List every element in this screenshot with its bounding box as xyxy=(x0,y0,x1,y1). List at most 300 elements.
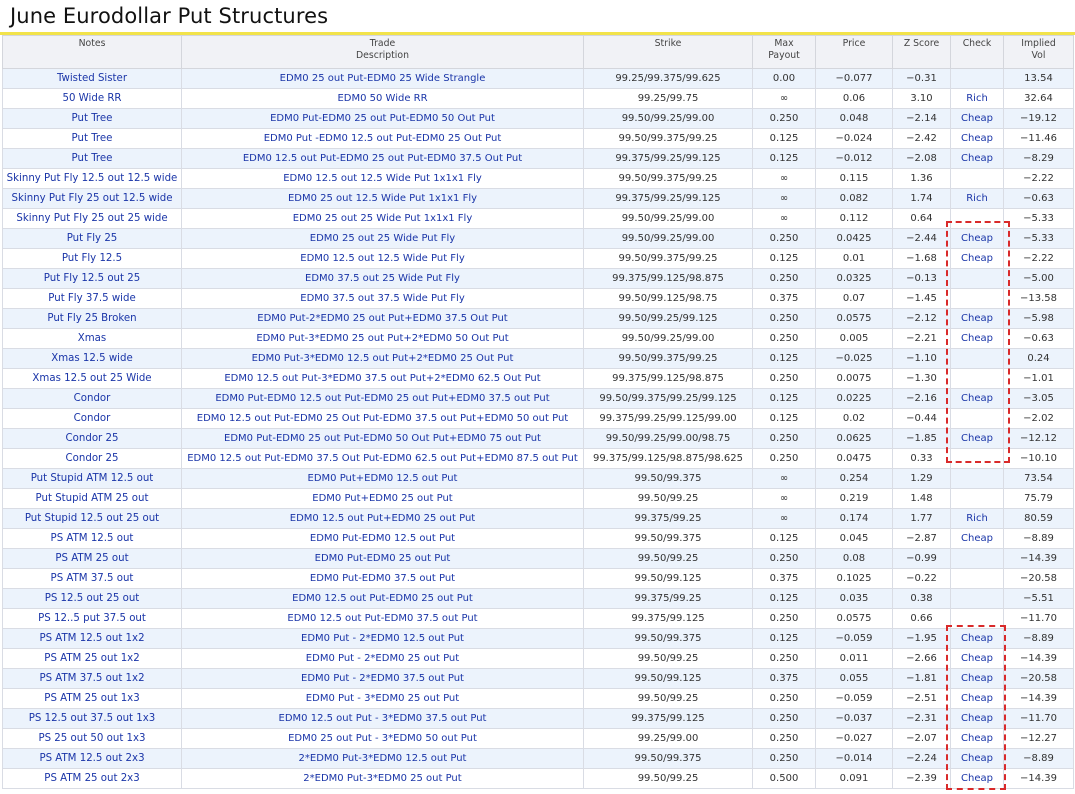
cell-implied-vol: −2.22 xyxy=(1004,249,1074,269)
cell-implied-vol: −14.39 xyxy=(1004,549,1074,569)
cell-price: 0.0425 xyxy=(816,229,893,249)
cell-strike: 99.50/99.25/99.125 xyxy=(584,309,753,329)
cell-z-score: −2.66 xyxy=(893,649,951,669)
cell-check xyxy=(951,469,1004,489)
cell-description: EDM0 Put-3*EDM0 25 out Put+2*EDM0 50 Out Put xyxy=(182,329,584,349)
table-row[interactable] xyxy=(3,649,1074,669)
table-row[interactable] xyxy=(3,749,1074,769)
cell-implied-vol: −13.58 xyxy=(1004,289,1074,309)
cell-description: EDM0 Put -EDM0 12.5 out Put-EDM0 25 Out Put xyxy=(182,129,584,149)
cell-implied-vol: −8.29 xyxy=(1004,149,1074,169)
cell-strike: 99.50/99.375/99.25 xyxy=(584,249,753,269)
cell-z-score: −2.21 xyxy=(893,329,951,349)
cell-notes: PS ATM 25 out xyxy=(3,549,182,569)
cell-z-score: −0.22 xyxy=(893,569,951,589)
cell-max-payout: 0.250 xyxy=(753,729,816,749)
cell-notes: Skinny Put Fly 12.5 out 12.5 wide xyxy=(3,169,182,189)
cell-price: −0.012 xyxy=(816,149,893,169)
cell-notes: Put Fly 25 xyxy=(3,229,182,249)
table-row[interactable] xyxy=(3,129,1074,149)
cell-implied-vol: −5.33 xyxy=(1004,229,1074,249)
cell-z-score: −2.24 xyxy=(893,749,951,769)
cell-description: 2*EDM0 Put-3*EDM0 25 out Put xyxy=(182,769,584,789)
cell-z-score: −2.12 xyxy=(893,309,951,329)
table-row[interactable] xyxy=(3,629,1074,649)
cell-description: EDM0 50 Wide RR xyxy=(182,89,584,109)
cell-notes: Skinny Put Fly 25 out 12.5 wide xyxy=(3,189,182,209)
cell-check: Cheap xyxy=(951,689,1004,709)
table-row[interactable] xyxy=(3,709,1074,729)
cell-z-score: 1.48 xyxy=(893,489,951,509)
cell-check xyxy=(951,489,1004,509)
cell-notes: Twisted Sister xyxy=(3,69,182,89)
cell-check: Cheap xyxy=(951,389,1004,409)
cell-strike: 99.50/99.25 xyxy=(584,489,753,509)
header-strike[interactable]: Strike xyxy=(584,36,753,69)
cell-description: EDM0 Put-3*EDM0 12.5 out Put+2*EDM0 25 Out Put xyxy=(182,349,584,369)
cell-max-payout: 0.250 xyxy=(753,449,816,469)
cell-strike: 99.50/99.375/99.25 xyxy=(584,349,753,369)
cell-notes: Condor xyxy=(3,389,182,409)
header-max-payout[interactable]: Max Payout xyxy=(753,36,816,69)
cell-description: EDM0 Put-EDM0 12.5 out Put-EDM0 25 out Put+EDM0 37.5 out Put xyxy=(182,389,584,409)
cell-price: 0.0075 xyxy=(816,369,893,389)
cell-implied-vol: 73.54 xyxy=(1004,469,1074,489)
cell-z-score: 0.64 xyxy=(893,209,951,229)
cell-max-payout: 0.250 xyxy=(753,109,816,129)
cell-notes: PS 12..5 put 37.5 out xyxy=(3,609,182,629)
cell-description: EDM0 12.5 out Put-EDM0 25 out Put-EDM0 37.5 Out Put xyxy=(182,149,584,169)
cell-strike: 99.50/99.375/99.25/99.125 xyxy=(584,389,753,409)
cell-z-score: −1.95 xyxy=(893,629,951,649)
table-row[interactable] xyxy=(3,549,1074,569)
cell-z-score: −2.31 xyxy=(893,709,951,729)
cell-notes: 50 Wide RR xyxy=(3,89,182,109)
cell-max-payout: 0.250 xyxy=(753,549,816,569)
cell-notes: Xmas 12.5 wide xyxy=(3,349,182,369)
cell-z-score: −2.16 xyxy=(893,389,951,409)
cell-strike: 99.50/99.25/99.00 xyxy=(584,229,753,249)
table-row[interactable] xyxy=(3,309,1074,329)
cell-notes: Put Stupid ATM 12.5 out xyxy=(3,469,182,489)
cell-strike: 99.50/99.25 xyxy=(584,549,753,569)
cell-z-score: 1.74 xyxy=(893,189,951,209)
cell-price: 0.0475 xyxy=(816,449,893,469)
cell-max-payout: ∞ xyxy=(753,189,816,209)
cell-strike: 99.50/99.375 xyxy=(584,629,753,649)
cell-price: 0.005 xyxy=(816,329,893,349)
cell-max-payout: 0.125 xyxy=(753,589,816,609)
cell-strike: 99.25/99.375/99.625 xyxy=(584,69,753,89)
cell-notes: Condor xyxy=(3,409,182,429)
cell-price: 0.174 xyxy=(816,509,893,529)
cell-check: Cheap xyxy=(951,129,1004,149)
cell-notes: PS 25 out 50 out 1x3 xyxy=(3,729,182,749)
cell-notes: Put Tree xyxy=(3,129,182,149)
cell-strike: 99.50/99.25/99.00 xyxy=(584,109,753,129)
cell-implied-vol: −5.51 xyxy=(1004,589,1074,609)
cell-description: EDM0 Put - 2*EDM0 37.5 out Put xyxy=(182,669,584,689)
table-row[interactable] xyxy=(3,169,1074,189)
cell-max-payout: 0.375 xyxy=(753,669,816,689)
cell-implied-vol: 75.79 xyxy=(1004,489,1074,509)
cell-price: 0.011 xyxy=(816,649,893,669)
cell-check: Cheap xyxy=(951,229,1004,249)
cell-price: 0.035 xyxy=(816,589,893,609)
cell-strike: 99.50/99.25/99.00 xyxy=(584,329,753,349)
cell-strike: 99.375/99.125/98.875/98.625 xyxy=(584,449,753,469)
cell-strike: 99.375/99.25/99.125 xyxy=(584,149,753,169)
table-row[interactable] xyxy=(3,569,1074,589)
cell-z-score: −1.45 xyxy=(893,289,951,309)
header-price[interactable]: Price xyxy=(816,36,893,69)
table-row[interactable] xyxy=(3,189,1074,209)
cell-notes: PS ATM 37.5 out xyxy=(3,569,182,589)
table-row[interactable] xyxy=(3,609,1074,629)
cell-max-payout: 0.125 xyxy=(753,149,816,169)
cell-max-payout: 0.375 xyxy=(753,289,816,309)
cell-notes: Xmas xyxy=(3,329,182,349)
header-notes[interactable]: Notes xyxy=(3,36,182,69)
table-row[interactable] xyxy=(3,529,1074,549)
cell-check: Cheap xyxy=(951,629,1004,649)
cell-strike: 99.50/99.375 xyxy=(584,529,753,549)
cell-notes: Condor 25 xyxy=(3,429,182,449)
page-title: June Eurodollar Put Structures xyxy=(10,4,329,28)
cell-price: 0.055 xyxy=(816,669,893,689)
cell-check: Cheap xyxy=(951,149,1004,169)
cell-price: 0.0325 xyxy=(816,269,893,289)
cell-price: 0.254 xyxy=(816,469,893,489)
cell-implied-vol: −5.00 xyxy=(1004,269,1074,289)
cell-implied-vol: −10.10 xyxy=(1004,449,1074,469)
cell-implied-vol: −14.39 xyxy=(1004,769,1074,789)
cell-description: EDM0 37.5 out 25 Wide Put Fly xyxy=(182,269,584,289)
cell-max-payout: 0.125 xyxy=(753,409,816,429)
cell-z-score: −1.81 xyxy=(893,669,951,689)
cell-notes: Put Fly 25 Broken xyxy=(3,309,182,329)
cell-strike: 99.375/99.125 xyxy=(584,609,753,629)
cell-z-score: −2.42 xyxy=(893,129,951,149)
table-row[interactable] xyxy=(3,249,1074,269)
cell-z-score: −2.39 xyxy=(893,769,951,789)
header-implied-vol[interactable]: Implied Vol xyxy=(1004,36,1074,69)
cell-check xyxy=(951,409,1004,429)
cell-notes: PS ATM 25 out 1x3 xyxy=(3,689,182,709)
cell-description: EDM0 25 out 25 Wide Put 1x1x1 Fly xyxy=(182,209,584,229)
cell-implied-vol: −8.89 xyxy=(1004,749,1074,769)
table-row[interactable] xyxy=(3,229,1074,249)
cell-price: 0.02 xyxy=(816,409,893,429)
cell-description: EDM0 12.5 out 12.5 Wide Put 1x1x1 Fly xyxy=(182,169,584,189)
cell-z-score: −2.51 xyxy=(893,689,951,709)
cell-check: Cheap xyxy=(951,109,1004,129)
cell-check xyxy=(951,349,1004,369)
cell-implied-vol: 0.24 xyxy=(1004,349,1074,369)
cell-price: 0.06 xyxy=(816,89,893,109)
table-row[interactable] xyxy=(3,469,1074,489)
table-row[interactable] xyxy=(3,369,1074,389)
cell-strike: 99.375/99.125/98.875 xyxy=(584,369,753,389)
cell-z-score: −1.10 xyxy=(893,349,951,369)
cell-description: EDM0 25 out 12.5 Wide Put 1x1x1 Fly xyxy=(182,189,584,209)
cell-z-score: 1.29 xyxy=(893,469,951,489)
cell-strike: 99.375/99.25/99.125 xyxy=(584,189,753,209)
cell-strike: 99.375/99.25 xyxy=(584,509,753,529)
cell-check: Cheap xyxy=(951,709,1004,729)
cell-description: EDM0 Put-EDM0 25 out Put xyxy=(182,549,584,569)
table-row[interactable] xyxy=(3,69,1074,89)
cell-price: 0.0625 xyxy=(816,429,893,449)
cell-max-payout: 0.250 xyxy=(753,429,816,449)
cell-implied-vol: −14.39 xyxy=(1004,689,1074,709)
cell-description: EDM0 25 out 25 Wide Put Fly xyxy=(182,229,584,249)
cell-price: −0.024 xyxy=(816,129,893,149)
cell-strike: 99.25/99.75 xyxy=(584,89,753,109)
cell-z-score: −1.85 xyxy=(893,429,951,449)
cell-description: EDM0 Put-EDM0 12.5 out Put xyxy=(182,529,584,549)
table-row[interactable] xyxy=(3,669,1074,689)
cell-strike: 99.50/99.375 xyxy=(584,749,753,769)
cell-strike: 99.50/99.125 xyxy=(584,569,753,589)
table-row[interactable] xyxy=(3,109,1074,129)
cell-strike: 99.25/99.00 xyxy=(584,729,753,749)
cell-max-payout: 0.250 xyxy=(753,229,816,249)
cell-max-payout: 0.250 xyxy=(753,649,816,669)
cell-check xyxy=(951,69,1004,89)
header-z-score[interactable]: Z Score xyxy=(893,36,951,69)
header-trade-description[interactable]: Trade Description xyxy=(182,36,584,69)
cell-implied-vol: −20.58 xyxy=(1004,569,1074,589)
cell-description: EDM0 Put+EDM0 12.5 out Put xyxy=(182,469,584,489)
cell-max-payout: ∞ xyxy=(753,489,816,509)
cell-z-score: −2.44 xyxy=(893,229,951,249)
cell-description: EDM0 12.5 out Put-EDM0 37.5 out Put xyxy=(182,609,584,629)
table-row[interactable] xyxy=(3,489,1074,509)
cell-notes: PS ATM 25 out 2x3 xyxy=(3,769,182,789)
table-row[interactable] xyxy=(3,769,1074,789)
cell-max-payout: 0.125 xyxy=(753,529,816,549)
cell-price: 0.08 xyxy=(816,549,893,569)
cell-description: EDM0 Put+EDM0 25 out Put xyxy=(182,489,584,509)
cell-implied-vol: −1.01 xyxy=(1004,369,1074,389)
cell-price: 0.091 xyxy=(816,769,893,789)
cell-max-payout: ∞ xyxy=(753,469,816,489)
cell-z-score: −0.13 xyxy=(893,269,951,289)
cell-check xyxy=(951,569,1004,589)
header-check[interactable]: Check xyxy=(951,36,1004,69)
cell-max-payout: ∞ xyxy=(753,169,816,189)
cell-max-payout: 0.375 xyxy=(753,569,816,589)
cell-description: EDM0 Put - 2*EDM0 12.5 out Put xyxy=(182,629,584,649)
cell-max-payout: 0.250 xyxy=(753,689,816,709)
cell-check: Cheap xyxy=(951,329,1004,349)
cell-implied-vol: −0.63 xyxy=(1004,189,1074,209)
cell-description: EDM0 Put-EDM0 25 out Put-EDM0 50 Out Put+EDM0 75 out Put xyxy=(182,429,584,449)
cell-strike: 99.50/99.25 xyxy=(584,769,753,789)
cell-check: Rich xyxy=(951,89,1004,109)
cell-strike: 99.375/99.125/98.875 xyxy=(584,269,753,289)
cell-z-score: 1.77 xyxy=(893,509,951,529)
cell-price: −0.077 xyxy=(816,69,893,89)
cell-check: Rich xyxy=(951,189,1004,209)
cell-description: EDM0 12.5 out Put - 3*EDM0 37.5 out Put xyxy=(182,709,584,729)
cell-z-score: −2.08 xyxy=(893,149,951,169)
cell-implied-vol: 13.54 xyxy=(1004,69,1074,89)
cell-price: −0.059 xyxy=(816,629,893,649)
cell-strike: 99.50/99.375 xyxy=(584,469,753,489)
put-structures-table xyxy=(2,35,1074,789)
cell-price: −0.037 xyxy=(816,709,893,729)
cell-check: Cheap xyxy=(951,429,1004,449)
cell-check: Cheap xyxy=(951,769,1004,789)
cell-notes: Put Fly 12.5 xyxy=(3,249,182,269)
table-row[interactable] xyxy=(3,389,1074,409)
cell-check xyxy=(951,589,1004,609)
cell-notes: PS ATM 37.5 out 1x2 xyxy=(3,669,182,689)
cell-z-score: −0.44 xyxy=(893,409,951,429)
cell-price: −0.014 xyxy=(816,749,893,769)
table-row[interactable] xyxy=(3,329,1074,349)
table-row[interactable] xyxy=(3,289,1074,309)
cell-price: −0.025 xyxy=(816,349,893,369)
cell-implied-vol: −8.89 xyxy=(1004,529,1074,549)
cell-check xyxy=(951,289,1004,309)
cell-notes: Put Fly 12.5 out 25 xyxy=(3,269,182,289)
cell-check: Cheap xyxy=(951,249,1004,269)
cell-notes: Xmas 12.5 out 25 Wide xyxy=(3,369,182,389)
cell-strike: 99.50/99.125/98.75 xyxy=(584,289,753,309)
cell-check xyxy=(951,369,1004,389)
cell-z-score: 0.33 xyxy=(893,449,951,469)
table-body xyxy=(3,69,1074,789)
cell-notes: PS ATM 25 out 1x2 xyxy=(3,649,182,669)
cell-implied-vol: −11.46 xyxy=(1004,129,1074,149)
table-row[interactable] xyxy=(3,429,1074,449)
table-row[interactable] xyxy=(3,269,1074,289)
cell-z-score: −2.87 xyxy=(893,529,951,549)
cell-implied-vol: −19.12 xyxy=(1004,109,1074,129)
cell-check: Cheap xyxy=(951,309,1004,329)
cell-max-payout: 0.250 xyxy=(753,329,816,349)
cell-check: Cheap xyxy=(951,529,1004,549)
cell-price: 0.219 xyxy=(816,489,893,509)
cell-description: EDM0 Put-EDM0 37.5 out Put xyxy=(182,569,584,589)
cell-implied-vol: 80.59 xyxy=(1004,509,1074,529)
table-row[interactable] xyxy=(3,729,1074,749)
cell-implied-vol: −0.63 xyxy=(1004,329,1074,349)
cell-price: 0.115 xyxy=(816,169,893,189)
cell-check: Cheap xyxy=(951,749,1004,769)
cell-implied-vol: −11.70 xyxy=(1004,609,1074,629)
cell-z-score: 3.10 xyxy=(893,89,951,109)
cell-implied-vol: −3.05 xyxy=(1004,389,1074,409)
cell-description: EDM0 12.5 out Put-3*EDM0 37.5 out Put+2*EDM0 62.5 Out Put xyxy=(182,369,584,389)
cell-check: Cheap xyxy=(951,649,1004,669)
cell-strike: 99.50/99.125 xyxy=(584,669,753,689)
cell-description: EDM0 12.5 out Put-EDM0 25 out Put xyxy=(182,589,584,609)
cell-max-payout: 0.250 xyxy=(753,369,816,389)
cell-check xyxy=(951,269,1004,289)
cell-max-payout: 0.125 xyxy=(753,629,816,649)
cell-price: −0.059 xyxy=(816,689,893,709)
cell-max-payout: ∞ xyxy=(753,89,816,109)
cell-price: 0.048 xyxy=(816,109,893,129)
table-row[interactable] xyxy=(3,589,1074,609)
cell-price: 0.1025 xyxy=(816,569,893,589)
cell-check: Cheap xyxy=(951,669,1004,689)
table-row[interactable] xyxy=(3,209,1074,229)
cell-max-payout: 0.125 xyxy=(753,389,816,409)
cell-max-payout: 0.125 xyxy=(753,349,816,369)
cell-max-payout: 0.125 xyxy=(753,129,816,149)
cell-check xyxy=(951,549,1004,569)
cell-description: EDM0 37.5 out 37.5 Wide Put Fly xyxy=(182,289,584,309)
cell-check: Rich xyxy=(951,509,1004,529)
cell-strike: 99.50/99.375/99.25 xyxy=(584,129,753,149)
cell-notes: Skinny Put Fly 25 out 25 wide xyxy=(3,209,182,229)
cell-max-payout: 0.250 xyxy=(753,749,816,769)
cell-notes: Put Stupid 12.5 out 25 out xyxy=(3,509,182,529)
table-row[interactable] xyxy=(3,349,1074,369)
table-row[interactable] xyxy=(3,149,1074,169)
cell-implied-vol: −8.89 xyxy=(1004,629,1074,649)
cell-max-payout: ∞ xyxy=(753,209,816,229)
cell-max-payout: 0.250 xyxy=(753,269,816,289)
table-row[interactable] xyxy=(3,89,1074,109)
table-row[interactable] xyxy=(3,689,1074,709)
cell-price: 0.0225 xyxy=(816,389,893,409)
cell-notes: Put Fly 37.5 wide xyxy=(3,289,182,309)
cell-notes: Condor 25 xyxy=(3,449,182,469)
cell-max-payout: 0.00 xyxy=(753,69,816,89)
cell-check xyxy=(951,449,1004,469)
cell-description: EDM0 12.5 out Put+EDM0 25 out Put xyxy=(182,509,584,529)
cell-implied-vol: −2.22 xyxy=(1004,169,1074,189)
cell-description: EDM0 Put-EDM0 25 out Put-EDM0 50 Out Put xyxy=(182,109,584,129)
cell-notes: PS 12.5 out 37.5 out 1x3 xyxy=(3,709,182,729)
cell-strike: 99.50/99.25 xyxy=(584,649,753,669)
cell-description: EDM0 25 out Put-EDM0 25 Wide Strangle xyxy=(182,69,584,89)
cell-price: 0.045 xyxy=(816,529,893,549)
cell-z-score: −2.07 xyxy=(893,729,951,749)
cell-max-payout: 0.250 xyxy=(753,309,816,329)
cell-strike: 99.375/99.25/99.125/99.00 xyxy=(584,409,753,429)
cell-notes: PS ATM 12.5 out 1x2 xyxy=(3,629,182,649)
cell-notes: PS ATM 12.5 out xyxy=(3,529,182,549)
cell-strike: 99.50/99.25/99.00/98.75 xyxy=(584,429,753,449)
cell-price: 0.0575 xyxy=(816,609,893,629)
cell-z-score: −1.30 xyxy=(893,369,951,389)
cell-notes: Put Tree xyxy=(3,149,182,169)
cell-description: EDM0 Put - 3*EDM0 25 out Put xyxy=(182,689,584,709)
cell-strike: 99.375/99.25 xyxy=(584,589,753,609)
cell-max-payout: 0.500 xyxy=(753,769,816,789)
cell-notes: PS ATM 12.5 out 2x3 xyxy=(3,749,182,769)
cell-implied-vol: 32.64 xyxy=(1004,89,1074,109)
cell-implied-vol: −5.98 xyxy=(1004,309,1074,329)
table-row[interactable] xyxy=(3,409,1074,429)
cell-description: EDM0 Put-2*EDM0 25 out Put+EDM0 37.5 Out Put xyxy=(182,309,584,329)
cell-description: EDM0 25 out Put - 3*EDM0 50 out Put xyxy=(182,729,584,749)
cell-max-payout: 0.250 xyxy=(753,709,816,729)
cell-description: EDM0 12.5 out Put-EDM0 37.5 Out Put-EDM0 62.5 out Put+EDM0 87.5 out Put xyxy=(182,449,584,469)
table-row[interactable] xyxy=(3,509,1074,529)
cell-strike: 99.50/99.25/99.00 xyxy=(584,209,753,229)
cell-z-score: −1.68 xyxy=(893,249,951,269)
cell-check xyxy=(951,169,1004,189)
table-row[interactable] xyxy=(3,449,1074,469)
